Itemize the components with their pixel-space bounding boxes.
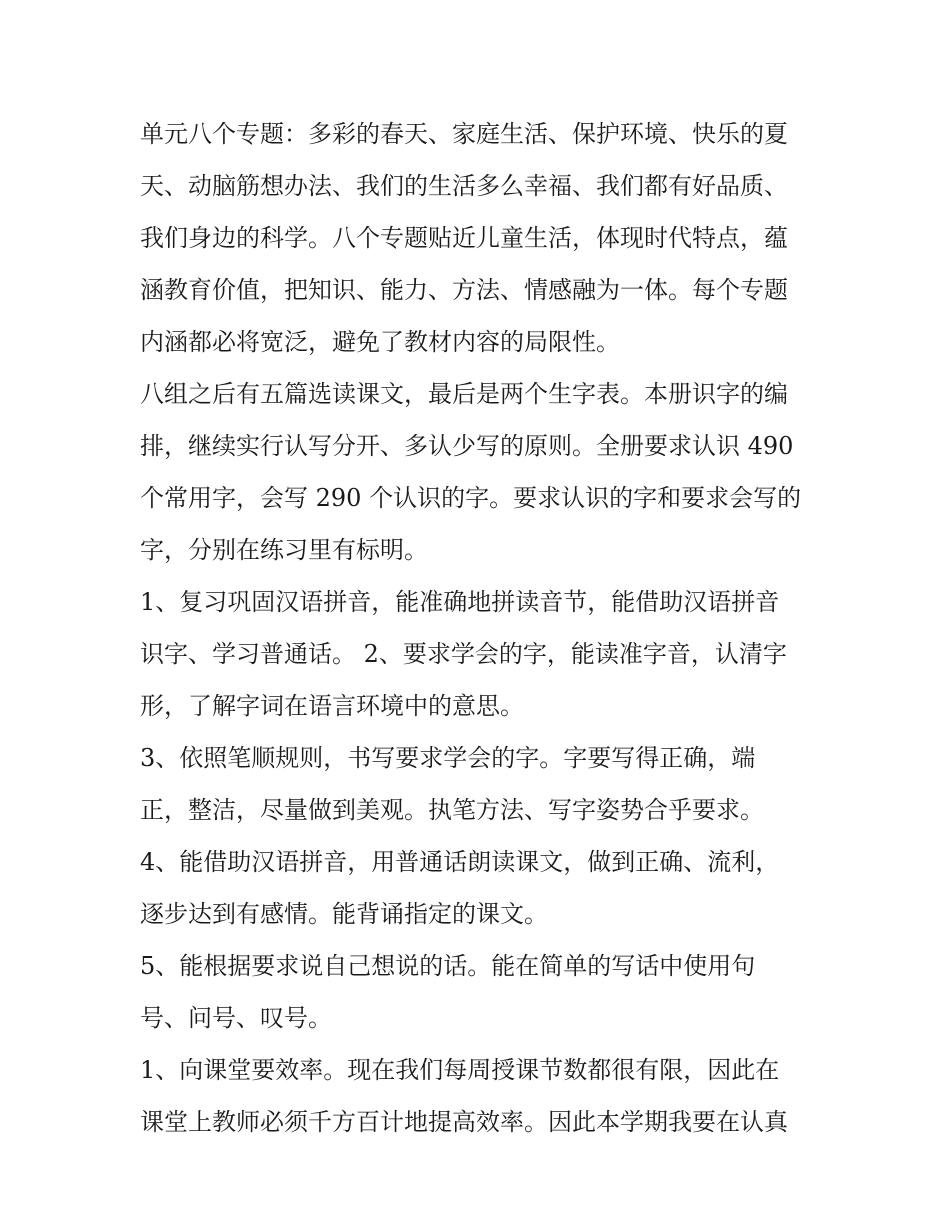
text-line: 5、能根据要求说自己想说的话。能在简单的写话中使用句 [140, 952, 756, 980]
text-line: 课堂上教师必须千方百计地提高效率。因此本学期我要在认真 [140, 1108, 788, 1136]
text-line: 4、能借助汉语拼音，用普通话朗读课文，做到正确、流利， [140, 848, 780, 876]
text-line: 涵教育价值，把知识、能力、方法、情感融为一体。每个专题 [140, 276, 788, 304]
text-line: 内涵都必将宽泛，避免了教材内容的局限性。 [140, 328, 620, 356]
text-line: 个常用字，会写 290 个认识的字。要求认识的字和要求会写的 [140, 484, 802, 512]
text-line: 识字、学习普通话。 2、要求学会的字，能读准字音，认清字 [140, 640, 787, 668]
text-line: 号、问号、叹号。 [140, 1004, 332, 1032]
text-line: 天、动脑筋想办法、我们的生活多么幸福、我们都有好品质、 [140, 172, 788, 200]
text-line: 八组之后有五篇选读课文，最后是两个生字表。本册识字的编 [140, 380, 788, 408]
text-line: 正，整洁，尽量做到美观。执笔方法、写字姿势合乎要求。 [140, 796, 764, 824]
text-line: 形，了解字词在语言环境中的意思。 [140, 692, 524, 720]
text-line: 1、向课堂要效率。现在我们每周授课节数都很有限，因此在 [140, 1056, 780, 1084]
text-line: 逐步达到有感情。能背诵指定的课文。 [140, 900, 548, 928]
text-line: 字，分别在练习里有标明。 [140, 536, 428, 564]
body-text [140, 108, 830, 1148]
text-line: 3、依照笔顺规则，书写要求学会的字。字要写得正确，端 [140, 744, 756, 772]
text-line: 排，继续实行认写分开、多认少写的原则。全册要求认识 490 [140, 432, 794, 460]
text-line: 我们身边的科学。八个专题贴近儿童生活，体现时代特点，蕴 [140, 224, 788, 252]
text-line: 1、复习巩固汉语拼音，能准确地拼读音节，能借助汉语拼音 [140, 588, 780, 616]
text-line: 单元八个专题：多彩的春天、家庭生活、保护环境、快乐的夏 [140, 120, 788, 148]
